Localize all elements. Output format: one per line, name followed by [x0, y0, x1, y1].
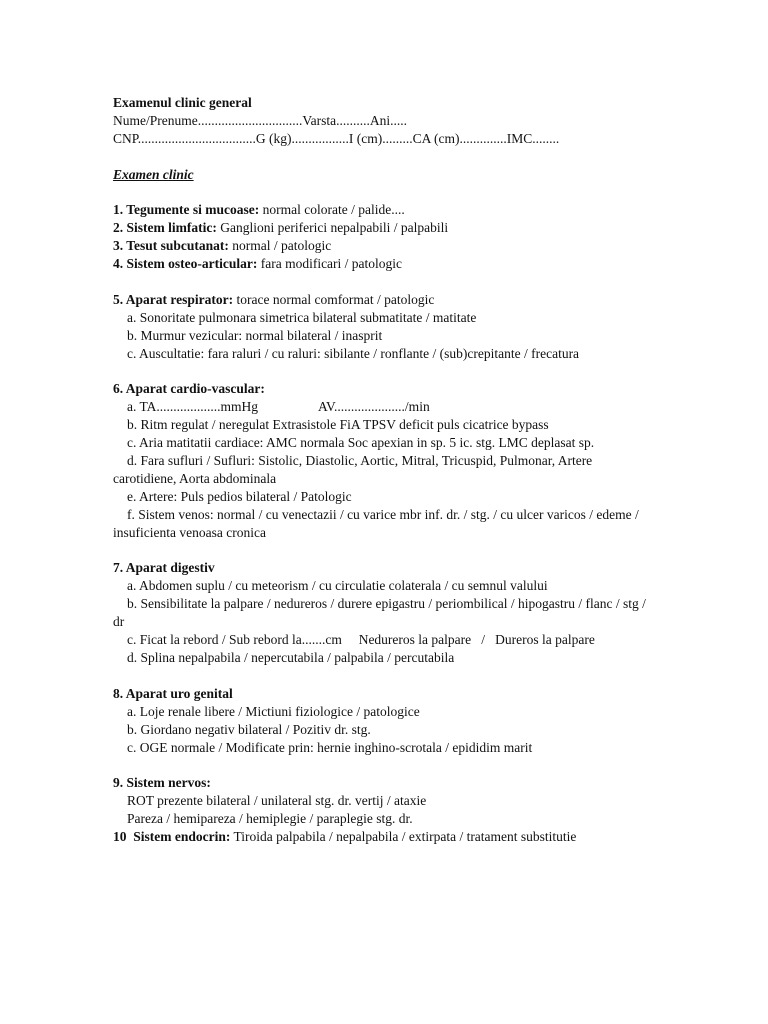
list-item: d. Splina nepalpabila / nepercutabila / palpabila / percutabila: [127, 650, 455, 666]
list-item: b. Ritm regulat / neregulat Extrasistole FiA TPSV deficit puls cicatrice bypass: [127, 417, 549, 433]
section-osteo-articular: 4. Sistem osteo-articular: fara modificari / patologic: [113, 256, 403, 272]
list-item: a. Sonoritate pulmonara simetrica bilateral submatitate / matitate: [127, 309, 477, 325]
section-uro-genital: 8. Aparat uro genital: [113, 685, 233, 701]
exam-heading: Examen clinic: [113, 166, 194, 182]
section-digestiv: 7. Aparat digestiv: [113, 560, 215, 576]
list-item: c. Aria matitatii cardiace: AMC normala Soc apexian in sp. 5 ic. stg. LMC deplasat sp.: [127, 435, 595, 451]
section-nervos: 9. Sistem nervos:: [113, 775, 211, 791]
list-item: b. Giordano negativ bilateral / Pozitiv dr. stg.: [127, 721, 371, 737]
measurements-line: CNP...................................G (kg).................I (cm).........CA (cm)..............IMC........: [113, 130, 560, 146]
list-item: b. Sensibilitate la palpare / nedureros / durere epigastru / periombilical / hipogastru / flanc / stg / dr: [113, 596, 646, 630]
section-limfatic: 2. Sistem limfatic: Ganglioni periferici nepalpabili / palpabili: [113, 220, 449, 236]
list-item: c. Ficat la rebord / Sub rebord la.......cm Nedureros la palpare / Dureros la palpare: [127, 632, 595, 648]
list-item: a. Abdomen suplu / cu meteorism / cu circulatie colaterala / cu semnul valului: [127, 578, 548, 594]
list-item: a. Loje renale libere / Mictiuni fiziologice / patologice: [127, 703, 420, 719]
section-endocrin: 10 Sistem endocrin: Tiroida palpabila / nepalpabila / extirpata / tratament substitutie: [113, 829, 577, 845]
patient-info-line: Nume/Prenume...............................Varsta..........Ani.....: [113, 112, 407, 128]
section-subcutanat: 3. Tesut subcutanat: normal / patologic: [113, 238, 332, 254]
list-item: b. Murmur vezicular: normal bilateral / inasprit: [127, 327, 383, 343]
list-item: ROT prezente bilateral / unilateral stg. dr. vertij / ataxie: [127, 793, 427, 809]
section-cardio-vascular: 6. Aparat cardio-vascular:: [113, 381, 265, 397]
document-title: Examenul clinic general: [113, 95, 252, 110]
list-item: e. Artere: Puls pedios bilateral / Patologic: [127, 488, 352, 504]
section-respirator: 5. Aparat respirator: torace normal comformat / patologic: [113, 291, 435, 307]
list-item: d. Fara sufluri / Sufluri: Sistolic, Diastolic, Aortic, Mitral, Tricuspid, Pulmonar, Artere carotidiene, Aorta abdominala: [113, 453, 593, 486]
list-item: c. Auscultatie: fara raluri / cu raluri: sibilante / ronflante / (sub)crepitante / frecatura: [127, 345, 580, 361]
document-page: [113, 94, 653, 846]
list-item: c. OGE normale / Modificate prin: hernie inghino-scrotala / epididim marit: [127, 739, 533, 755]
list-item: f. Sistem venos: normal / cu venectazii / cu varice mbr inf. dr. / stg. / cu ulcer varicos / edeme / insuficienta venoasa cronica: [113, 506, 639, 540]
list-item: a. TA...................mmHg AV...................../min: [127, 399, 430, 415]
section-tegumente: 1. Tegumente si mucoase: normal colorate / palide....: [113, 202, 405, 218]
list-item: Pareza / hemipareza / hemiplegie / paraplegie stg. dr.: [127, 811, 413, 827]
